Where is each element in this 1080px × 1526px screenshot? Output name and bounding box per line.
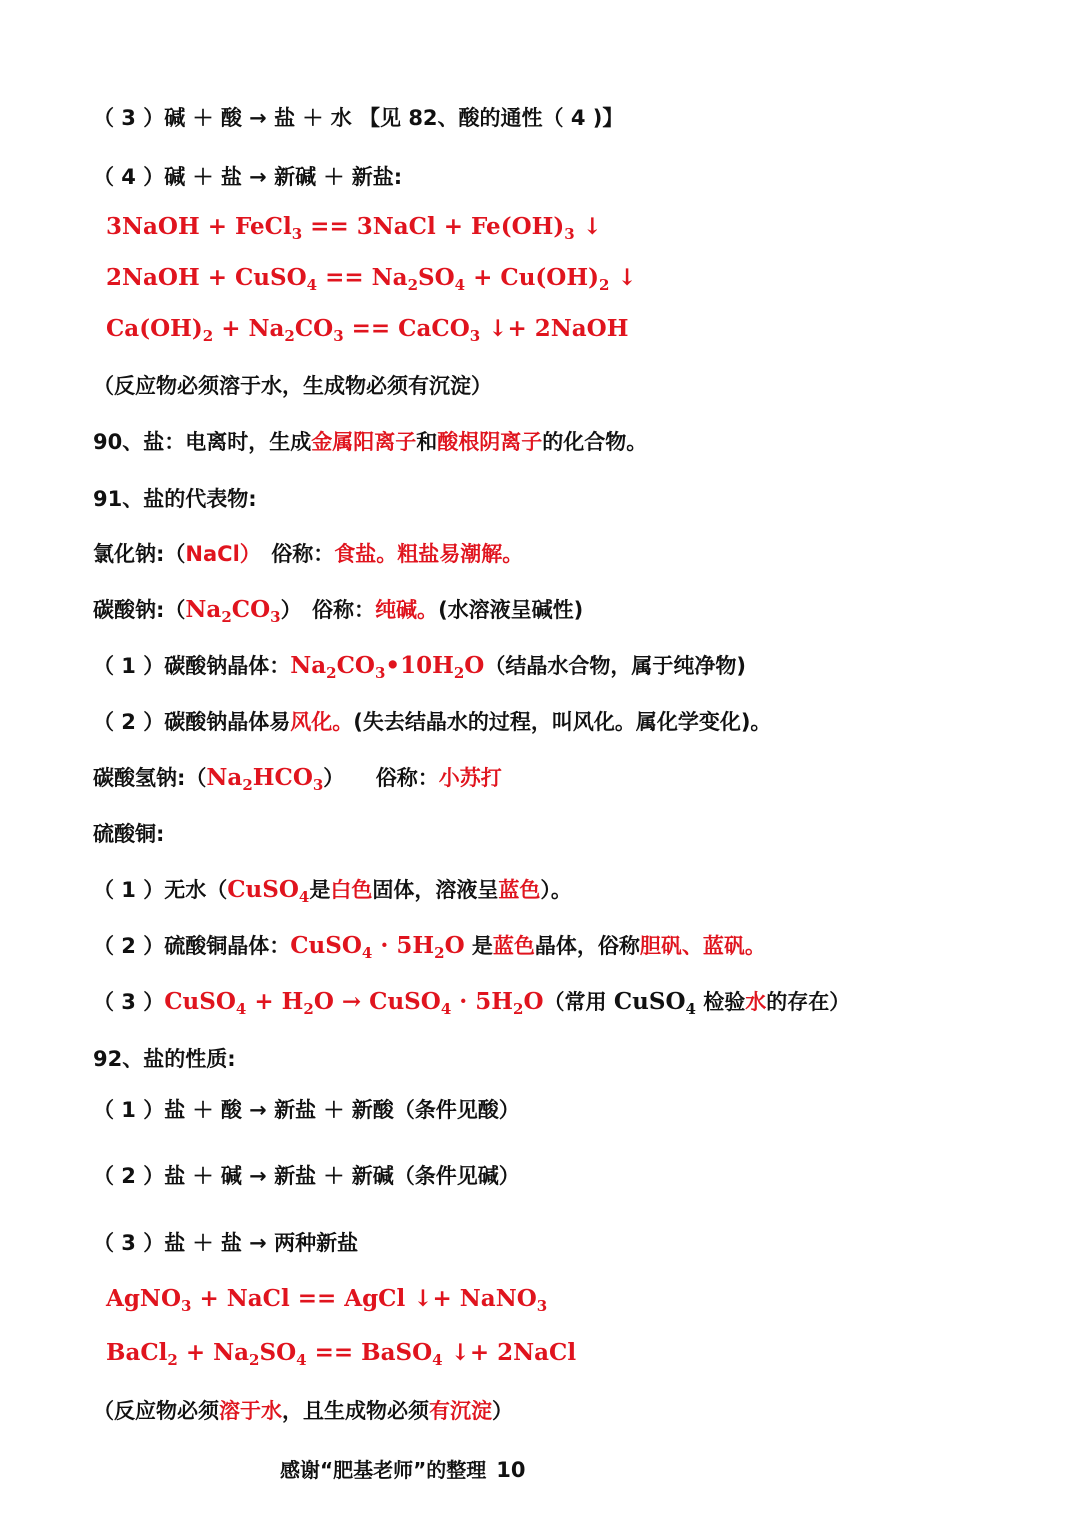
equation: $Ca(OH)_2 + Na_2CO_3$ == CaCO$_3$ ↓+ 2NaOH [106, 315, 629, 345]
text-line: 氯化钠:（NaCl） 俗称：食盐。粗盐易潮解。 [93, 542, 524, 566]
text-line: （反应物必须溶于水，且生成物必须有沉淀） [93, 1399, 513, 1423]
equation: AgNO$_3$ + NaCl == AgCl ↓+ NaNO$_3$ [106, 1285, 548, 1315]
text-line: 碳酸钠$:(Na_2CO_3)$ 俗称：纯碱。(水溶液呈碱性) [93, 596, 584, 626]
page-number: 10 [496, 1458, 526, 1482]
text-line: （ 3 ）碱 ＋ 酸 → 盐 ＋ 水 【见 82、酸的通性（ 4 )】 [93, 106, 624, 130]
equation: 3NaOH + FeCl$_3$ == 3NaCl + $Fe(OH)_3$ ↓ [106, 213, 602, 243]
text-line: （反应物必须溶于水，生成物必须有沉淀） [93, 374, 492, 398]
text-line: （ 4 ）碱 ＋ 盐 → 新碱 ＋ 新盐: [93, 165, 403, 189]
definition-line: 90、盐：电离时，生成金属阳离子和酸根阴离子的化合物。 [93, 430, 648, 454]
text-line: （ 1 ）无水（CuSO$_4$是白色固体，溶液呈蓝色）。 [93, 876, 572, 906]
footer-credit: 感谢“肥基老师”的整理 [280, 1458, 487, 1482]
page-footer [280, 1454, 526, 1483]
equation: BaCl$_2$ + $Na_2SO_4$ == BaSO$_4$ ↓+ 2NaCl [106, 1339, 577, 1369]
section-heading: 92、盐的性质: [93, 1047, 236, 1071]
text-line: 碳酸氢钠$:(Na_2HCO_3)$ 俗称：小苏打 [93, 764, 502, 794]
text-line: （ 3 ）CuSO$_4$ + $H_2O$ → CuSO$_4$ · $5H_2O$（常用 CuSO$_4$ 检验水的存在） [93, 988, 851, 1018]
text-line: （ 2 ）盐 ＋ 碱 → 新盐 ＋ 新碱（条件见碱） [93, 1164, 520, 1188]
text-line: （ 2 ）碳酸钠晶体易风化。(失去结晶水的过程，叫风化。属化学变化)。 [93, 710, 772, 734]
text-line: （ 1 ）盐 ＋ 酸 → 新盐 ＋ 新酸（条件见酸） [93, 1098, 520, 1122]
text-line: （ 2 ）硫酸铜晶体：CuSO$_4$ · $5H_2O$ 是蓝色晶体，俗称胆矾、蓝矾。 [93, 932, 766, 962]
equation: 2NaOH + CuSO$_4$ == $Na_2SO_4 + Cu(OH)_2$ ↓ [106, 264, 637, 294]
text-line: （ 1 ）碳酸钠晶体：$Na_2CO_3•10H_2O$（结晶水合物，属于纯净物) [93, 652, 746, 682]
text-line: （ 3 ）盐 ＋ 盐 → 两种新盐 [93, 1231, 359, 1255]
text-line: 硫酸铜: [93, 822, 165, 846]
section-heading: 91、盐的代表物: [93, 487, 257, 511]
